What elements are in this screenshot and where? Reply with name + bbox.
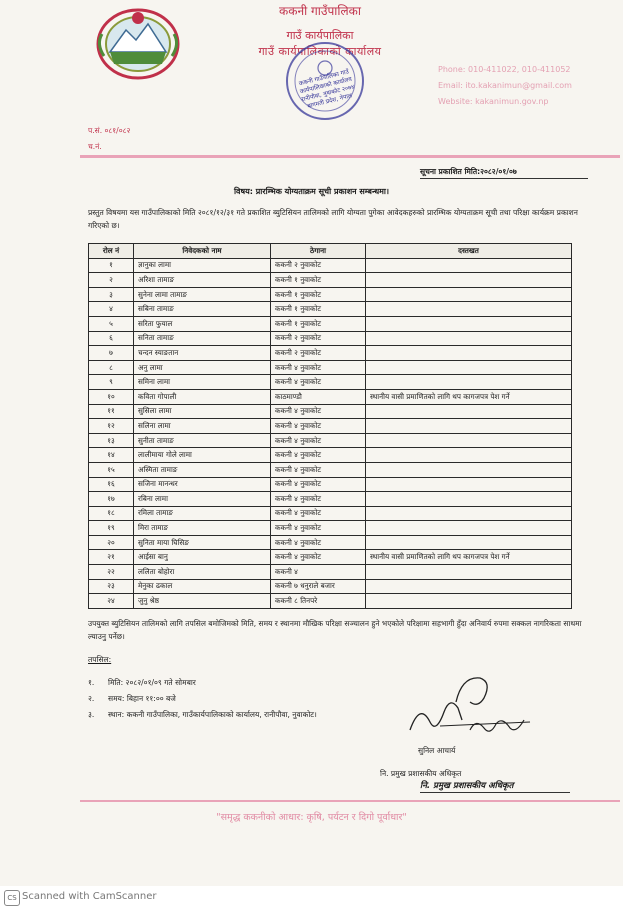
applicant-address: ककनी ४ नुवाकोट bbox=[271, 433, 366, 448]
table-row bbox=[89, 535, 572, 550]
applicant-name: कविता गोपाली bbox=[134, 389, 271, 404]
roll-number: १ bbox=[89, 258, 134, 273]
roll-number: २३ bbox=[89, 579, 134, 594]
handwritten-signature bbox=[400, 672, 550, 752]
signature-cell bbox=[366, 287, 572, 302]
subject-line: विषय: प्रारम्भिक योग्यताक्रम सूची प्रकाशन सम्बन्धमा। bbox=[233, 187, 389, 196]
letter-number: प.सं. ०८१/०८२ bbox=[88, 126, 131, 135]
applicant-name: सजिना मानन्धर bbox=[134, 477, 271, 492]
detail-item bbox=[88, 707, 317, 723]
applicant-name: समिना लामा bbox=[134, 375, 271, 390]
notice-publish-date: सूचना प्रकाशित मिति:२०८२/०१/०७ bbox=[420, 167, 517, 176]
applicant-name: सलिना लामा bbox=[134, 419, 271, 434]
contact-email: Email: ito.kakanimun@gmail.com bbox=[438, 81, 572, 90]
header-divider bbox=[80, 155, 620, 158]
contact-website: Website: kakanimun.gov.np bbox=[438, 97, 549, 106]
notice-date-underline bbox=[420, 178, 588, 179]
table-row bbox=[89, 477, 572, 492]
instruction-paragraph: उपयुक्त ब्युटिसियन तालिमको लागि तपसिल बमोजिमको मिति, समय र स्थानमा मौखिक परिक्षा सञ्चालन हुने भएकोले परिक्षामा सहभागी हुँदा अनिवार्य रुपमा सक्कल नागरिकता साथमा ल्याउनु पर्नेछ। bbox=[88, 619, 582, 641]
applicant-name: अस्मिता तामाङ bbox=[134, 462, 271, 477]
roll-number: ५ bbox=[89, 316, 134, 331]
table-row bbox=[89, 419, 572, 434]
roll-number: २४ bbox=[89, 594, 134, 609]
signatory-name: सुनिल आचार्य bbox=[418, 746, 456, 755]
signature-cell bbox=[366, 360, 572, 375]
applicant-address: ककनी ४ नुवाकोट bbox=[271, 404, 366, 419]
detail-text: मिति: २०८२/०१/०९ गते सोमबार bbox=[108, 678, 196, 687]
contact-block bbox=[438, 62, 608, 110]
exam-details-list bbox=[88, 675, 317, 723]
applicant-name: सुनीता तामाङ bbox=[134, 433, 271, 448]
table-row bbox=[89, 331, 572, 346]
municipality-name: ककनी गाउँपालिका bbox=[279, 4, 361, 18]
applicant-name: सबिना तामाङ bbox=[134, 302, 271, 317]
signature-cell bbox=[366, 302, 572, 317]
detail-item bbox=[88, 675, 317, 691]
applicant-address: ककनी ४ नुवाकोट bbox=[271, 506, 366, 521]
signature-cell bbox=[366, 462, 572, 477]
signature-underline bbox=[420, 792, 570, 793]
table-row bbox=[89, 521, 572, 536]
table-row bbox=[89, 492, 572, 507]
table-row bbox=[89, 462, 572, 477]
applicant-address: ककनी १ नुवाकोट bbox=[271, 287, 366, 302]
table-row bbox=[89, 506, 572, 521]
applicant-address: ककनी १ नुवाकोट bbox=[271, 302, 366, 317]
header-address: ठेगाना bbox=[271, 244, 366, 259]
signature-cell bbox=[366, 565, 572, 580]
table-row bbox=[89, 433, 572, 448]
applicant-address: ककनी ४ नुवाकोट bbox=[271, 550, 366, 565]
applicant-name: सुनिता माया घिसिङ bbox=[134, 535, 271, 550]
applicant-address: ककनी ४ bbox=[271, 565, 366, 580]
signature-cell: स्थानीय वासी प्रमाणितको लागि थप कागजपत्र पेश गर्ने bbox=[366, 550, 572, 565]
applicant-address: ककनी ४ नुवाकोट bbox=[271, 477, 366, 492]
roll-number: २१ bbox=[89, 550, 134, 565]
applicant-address: ककनी ८ तिनपरे bbox=[271, 594, 366, 609]
table-row bbox=[89, 258, 572, 273]
detail-text: स्थान: ककनी गाउँपालिका, गाउँकार्यपालिकाको कार्यालय, रानीपौवा, नुवाकोट। bbox=[108, 710, 317, 719]
camscanner-icon: CS bbox=[4, 890, 20, 906]
signature-cell bbox=[366, 506, 572, 521]
applicant-name: आईसा बानु bbox=[134, 550, 271, 565]
applicant-address: ककनी ७ धनुराले बजार bbox=[271, 579, 366, 594]
applicant-address: ककनी ४ नुवाकोट bbox=[271, 419, 366, 434]
signature-cell bbox=[366, 579, 572, 594]
applicant-address: ककनी १ नुवाकोट bbox=[271, 273, 366, 288]
applicant-name: सुसिला लामा bbox=[134, 404, 271, 419]
table-row bbox=[89, 389, 572, 404]
roll-number: १८ bbox=[89, 506, 134, 521]
applicant-name: अनु लामा bbox=[134, 360, 271, 375]
applicant-name: सनिता तामाङ bbox=[134, 331, 271, 346]
table-row bbox=[89, 287, 572, 302]
applicant-address: ककनी ४ नुवाकोट bbox=[271, 521, 366, 536]
table-row bbox=[89, 448, 572, 463]
signature-cell bbox=[366, 594, 572, 609]
table-row bbox=[89, 346, 572, 361]
signature-cell bbox=[366, 521, 572, 536]
roll-number: २२ bbox=[89, 565, 134, 580]
signatory-title-bold: नि. प्रमुख प्रशासकीय अधिकृत bbox=[420, 781, 514, 791]
applicant-address: ककनी ४ नुवाकोट bbox=[271, 535, 366, 550]
applicant-name: चन्दन स्याङतान bbox=[134, 346, 271, 361]
applicant-name: मिरा तामाङ bbox=[134, 521, 271, 536]
roll-number: १३ bbox=[89, 433, 134, 448]
executive-name: गाउँ कार्यपालिका bbox=[286, 29, 354, 42]
signature-cell bbox=[366, 331, 572, 346]
signature-cell bbox=[366, 316, 572, 331]
roll-number: २ bbox=[89, 273, 134, 288]
applicant-address: ककनी ४ नुवाकोट bbox=[271, 448, 366, 463]
table-row bbox=[89, 360, 572, 375]
applicant-name: अरिशा तामाङ bbox=[134, 273, 271, 288]
applicant-name: रबिना लामा bbox=[134, 492, 271, 507]
applicant-name: जुनु श्रेष्ठ bbox=[134, 594, 271, 609]
table-row bbox=[89, 273, 572, 288]
applicant-name: सुनेना लामा तामाङ bbox=[134, 287, 271, 302]
table-row bbox=[89, 404, 572, 419]
roll-number: १४ bbox=[89, 448, 134, 463]
table-row bbox=[89, 594, 572, 609]
table-row bbox=[89, 550, 572, 565]
table-row bbox=[89, 316, 572, 331]
signature-cell bbox=[366, 273, 572, 288]
contact-phone: Phone: 010-411022, 010-411052 bbox=[438, 65, 571, 74]
applicant-name: मेनुका ढकाल bbox=[134, 579, 271, 594]
applicant-name: रमिला तामाङ bbox=[134, 506, 271, 521]
table-row bbox=[89, 565, 572, 580]
seal-text: ककनी गाउँपालिका गाउँ कार्यपालिकाको कार्यालय रानीपौवा, नुवाकोट २०७४ बागमती प्रदेश, नेपाल bbox=[298, 68, 356, 111]
details-heading: तपसिल: bbox=[88, 655, 112, 664]
signature-cell bbox=[366, 404, 572, 419]
applicant-address: ककनी ४ नुवाकोट bbox=[271, 360, 366, 375]
footer-slogan: "समृद्ध ककनीको आधार: कृषि, पर्यटन र दिगो पूर्वाधार" bbox=[216, 812, 407, 823]
detail-number: ३. bbox=[88, 710, 95, 719]
header-name: निवेदकको नाम bbox=[134, 244, 271, 259]
roll-number: ७ bbox=[89, 346, 134, 361]
header-signature: दस्तखत bbox=[366, 244, 572, 259]
header-roll: रोल नं bbox=[89, 244, 134, 259]
footer-divider bbox=[80, 800, 620, 802]
scanner-watermark-bar bbox=[0, 886, 623, 910]
table-row bbox=[89, 302, 572, 317]
applicant-name: सरिता फुयाल bbox=[134, 316, 271, 331]
signature-cell bbox=[366, 535, 572, 550]
detail-item bbox=[88, 691, 317, 707]
roll-number: ६ bbox=[89, 331, 134, 346]
signature-cell: स्थानीय वासी प्रमाणितको लागि थप कागजपत्र पेश गर्ने bbox=[366, 389, 572, 404]
roll-number: ११ bbox=[89, 404, 134, 419]
table-row bbox=[89, 375, 572, 390]
applicant-name: ललिता बोहोरा bbox=[134, 565, 271, 580]
signature-cell bbox=[366, 346, 572, 361]
roll-number: १५ bbox=[89, 462, 134, 477]
applicant-address: ककनी २ नुवाकोट bbox=[271, 258, 366, 273]
office-name: गाउँ कार्यपालिकाको कार्यालय bbox=[258, 45, 382, 58]
roll-number: १७ bbox=[89, 492, 134, 507]
scanner-text: Scanned with CamScanner bbox=[22, 891, 157, 902]
applicant-address: ककनी १ नुवाकोट bbox=[271, 316, 366, 331]
roll-number: ३ bbox=[89, 287, 134, 302]
roll-number: २० bbox=[89, 535, 134, 550]
roll-number: १२ bbox=[89, 419, 134, 434]
intro-paragraph: प्रस्तुत विषयमा यस गाउँपालिकाको मिति २०८१/१२/३१ गते प्रकाशित ब्युटिसियन तालिमको लागि योग्यता पुगेका आवेदकहरुको प्रारम्भिक योग्यताक्रम सूची तथा परिक्षा कार्यक्रम प्रकाशन गरिएको छ। bbox=[88, 208, 578, 230]
signatory-title: नि. प्रमुख प्रशासकीय अधिकृत bbox=[380, 769, 462, 778]
roll-number: ९ bbox=[89, 375, 134, 390]
candidate-table bbox=[88, 243, 572, 609]
applicant-address: ककनी ४ नुवाकोट bbox=[271, 375, 366, 390]
signature-cell bbox=[366, 492, 572, 507]
roll-number: १० bbox=[89, 389, 134, 404]
applicant-address: ककनी ४ नुवाकोट bbox=[271, 462, 366, 477]
detail-number: १. bbox=[88, 678, 95, 687]
applicant-name: ज्ञानुका लामा bbox=[134, 258, 271, 273]
emblem-logo bbox=[92, 4, 184, 82]
signature-cell bbox=[366, 375, 572, 390]
roll-number: १९ bbox=[89, 521, 134, 536]
signature-cell bbox=[366, 448, 572, 463]
applicant-address: ककनी ४ नुवाकोट bbox=[271, 492, 366, 507]
signature-cell bbox=[366, 419, 572, 434]
roll-number: १६ bbox=[89, 477, 134, 492]
detail-text: समय: बिहान ११:०० बजे bbox=[108, 694, 176, 703]
detail-number: २. bbox=[88, 694, 95, 703]
dispatch-number: च.नं. bbox=[88, 142, 102, 151]
signature-cell bbox=[366, 477, 572, 492]
table-row bbox=[89, 579, 572, 594]
table-header-row bbox=[89, 244, 572, 259]
signature-cell bbox=[366, 258, 572, 273]
applicant-name: लालीमाया गोले लामा bbox=[134, 448, 271, 463]
roll-number: ४ bbox=[89, 302, 134, 317]
signature-cell bbox=[366, 433, 572, 448]
applicant-address: ककनी २ नुवाकोट bbox=[271, 331, 366, 346]
applicant-address: काठमाण्डौ bbox=[271, 389, 366, 404]
roll-number: ८ bbox=[89, 360, 134, 375]
applicant-address: ककनी २ नुवाकोट bbox=[271, 346, 366, 361]
